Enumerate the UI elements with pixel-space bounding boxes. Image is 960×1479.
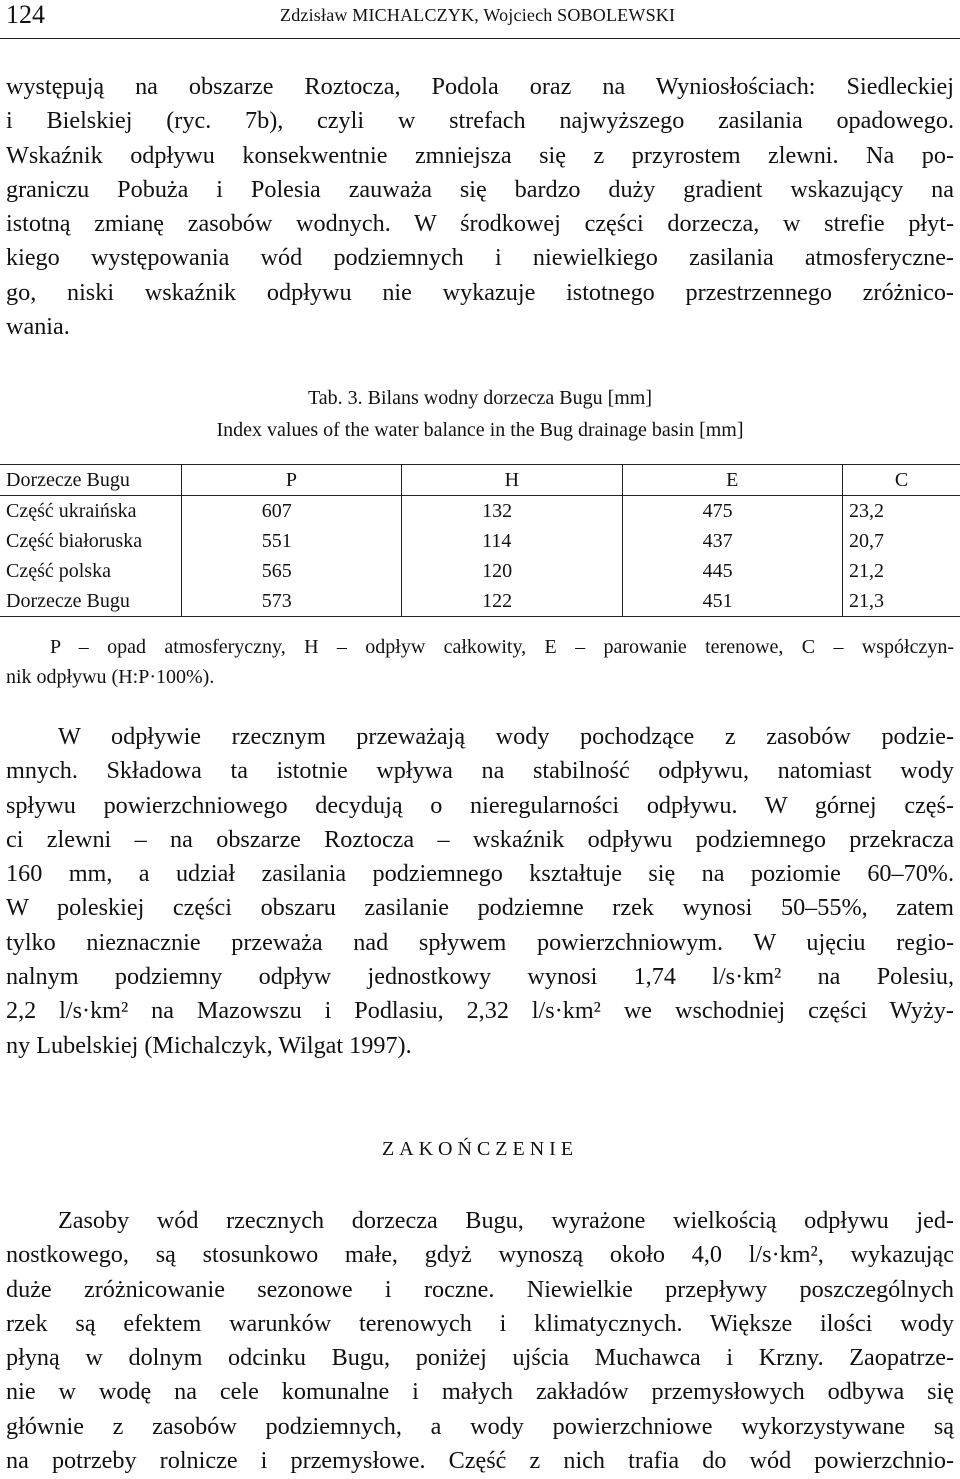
footnote-line: P – opad atmosferyczny, H – odpływ całkowity, E – parowanie terenowe, C – współczyn- xyxy=(50,636,954,658)
text-line: i Bielskiej (ryc. 7b), czyli w strefach najwyższego zasilania opadowego. xyxy=(6,107,954,135)
cell-e: 445 xyxy=(622,556,842,586)
cell-h: 114 xyxy=(402,526,622,556)
table-row xyxy=(0,556,960,586)
text-line: ci zlewni – na obszarze Roztocza – wskaźnik odpływu podziemnego przekracza xyxy=(6,825,954,853)
table-row xyxy=(0,496,960,527)
table-header-row xyxy=(0,465,960,496)
text-line: nie w wodę na cele komunalne i małych zakładów przemysłowych odbywa się xyxy=(6,1378,954,1406)
text-line: 160 mm, a udział zasilania podziemnego kształtuje się na poziomie 60–70%. xyxy=(6,860,954,888)
text-line: wania. xyxy=(6,313,70,341)
water-balance-table xyxy=(0,464,960,617)
table-caption-polish: Tab. 3. Bilans wodny dorzecza Bugu [mm] xyxy=(307,387,653,409)
cell-e: 451 xyxy=(622,586,842,617)
cell-p: 607 xyxy=(181,496,401,527)
page-header xyxy=(0,0,960,39)
cell-region: Część ukraińska xyxy=(0,496,181,527)
text-line: 2,2 l/s·km² na Mazowszu i Podlasiu, 2,32 l/s·km² we wschodniej części Wyży- xyxy=(6,997,954,1025)
text-line: na potrzeby rolnicze i przemysłowe. Część z nich trafia do wód powierzchnio- xyxy=(6,1447,954,1475)
cell-c: 23,2 xyxy=(849,500,884,522)
cell-e: 475 xyxy=(622,496,842,527)
footnote-line: nik odpływu (H:P·100%). xyxy=(6,666,215,688)
column-header-c: C xyxy=(894,469,909,491)
cell-region: Część białoruska xyxy=(0,526,181,556)
paragraph-3 xyxy=(6,1204,954,1478)
table-row xyxy=(0,526,960,556)
cell-h: 120 xyxy=(402,556,622,586)
cell-c: 21,3 xyxy=(849,590,884,612)
text-line: go, niski wskaźnik odpływu nie wykazuje istotnego przestrzennego zróżnico- xyxy=(6,278,954,306)
text-line: tylko nieznacznie przeważa nad spływem powierzchniowym. W ujęciu regio- xyxy=(6,928,954,956)
text-line: rzek są efektem warunków terenowych i klimatycznych. Większe ilości wody xyxy=(6,1309,954,1337)
column-header-h: H xyxy=(402,465,622,496)
text-line: duże zróżnicowanie sezonowe i roczne. Niewielkie przepływy poszczególnych xyxy=(6,1275,954,1303)
running-head-authors: Zdzisław MICHALCZYK, Wojciech SOBOLEWSKI xyxy=(280,5,676,25)
text-line: W poleskiej części obszaru zasilanie podziemne rzek wynosi 50–55%, zatem xyxy=(6,894,954,922)
cell-region: Część polska xyxy=(0,556,181,586)
cell-c: 21,2 xyxy=(849,560,884,582)
text-line: głównie z zasobów podziemnych, a wody powierzchniowe wykorzystywane są xyxy=(6,1412,954,1440)
cell-h: 122 xyxy=(402,586,622,617)
text-line: istotną zmianę zasobów wodnych. W środkowej części dorzecza, w strefie płyt- xyxy=(6,210,954,238)
text-line: Wskaźnik odpływu konsekwentnie zmniejsza się z przyrostem zlewni. Na po- xyxy=(6,141,954,169)
section-heading: ZAKOŃCZENIE xyxy=(381,1138,579,1160)
text-line: spływu powierzchniowego decydują o nieregularności odpływu. W górnej częś- xyxy=(6,791,954,819)
text-line: płyną w dolnym odcinku Bugu, poniżej ujścia Muchawca i Krzny. Zaopatrze- xyxy=(6,1344,954,1372)
text-line: mnych. Składowa ta istotnie wpływa na stabilność odpływu, natomiast wody xyxy=(6,757,954,785)
cell-h: 132 xyxy=(402,496,622,527)
text-line: Zasoby wód rzecznych dorzecza Bugu, wyrażone wielkością odpływu jed- xyxy=(58,1207,954,1234)
paragraph-1 xyxy=(6,70,954,344)
table-caption-english: Index values of the water balance in the Bug drainage basin [mm] xyxy=(216,419,744,441)
text-line: ny Lubelskiej (Michalczyk, Wilgat 1997). xyxy=(6,1031,412,1059)
text-line: nalnym podziemny odpływ jednostkowy wynosi 1,74 l/s·km² na Polesiu, xyxy=(6,963,954,991)
text-line: graniczu Pobuża i Polesia zauważa się bardzo duży gradient wskazujący na xyxy=(6,175,954,203)
text-line: nostkowego, są stosunkowo małe, gdyż wynoszą około 4,0 l/s·km², wykazując xyxy=(6,1241,954,1269)
cell-p: 573 xyxy=(181,586,401,617)
cell-c: 20,7 xyxy=(849,530,884,552)
cell-region: Dorzecze Bugu xyxy=(0,586,181,617)
text-line: W odpływie rzecznym przeważają wody pochodzące z zasobów podzie- xyxy=(58,723,954,750)
column-header-basin: Dorzecze Bugu xyxy=(0,465,181,496)
column-header-p: P xyxy=(181,465,401,496)
cell-p: 551 xyxy=(181,526,401,556)
paragraph-2 xyxy=(6,720,954,1063)
table-row xyxy=(0,586,960,617)
page-number: 124 xyxy=(6,0,45,29)
column-header-e: E xyxy=(622,465,842,496)
cell-e: 437 xyxy=(622,526,842,556)
text-line: kiego występowania wód podziemnych i niewielkiego zasilania atmosferyczne- xyxy=(6,244,954,272)
text-line: występują na obszarze Roztocza, Podola oraz na Wyniosłościach: Siedleckiej xyxy=(6,73,954,100)
cell-p: 565 xyxy=(181,556,401,586)
table-footnote xyxy=(6,632,954,692)
